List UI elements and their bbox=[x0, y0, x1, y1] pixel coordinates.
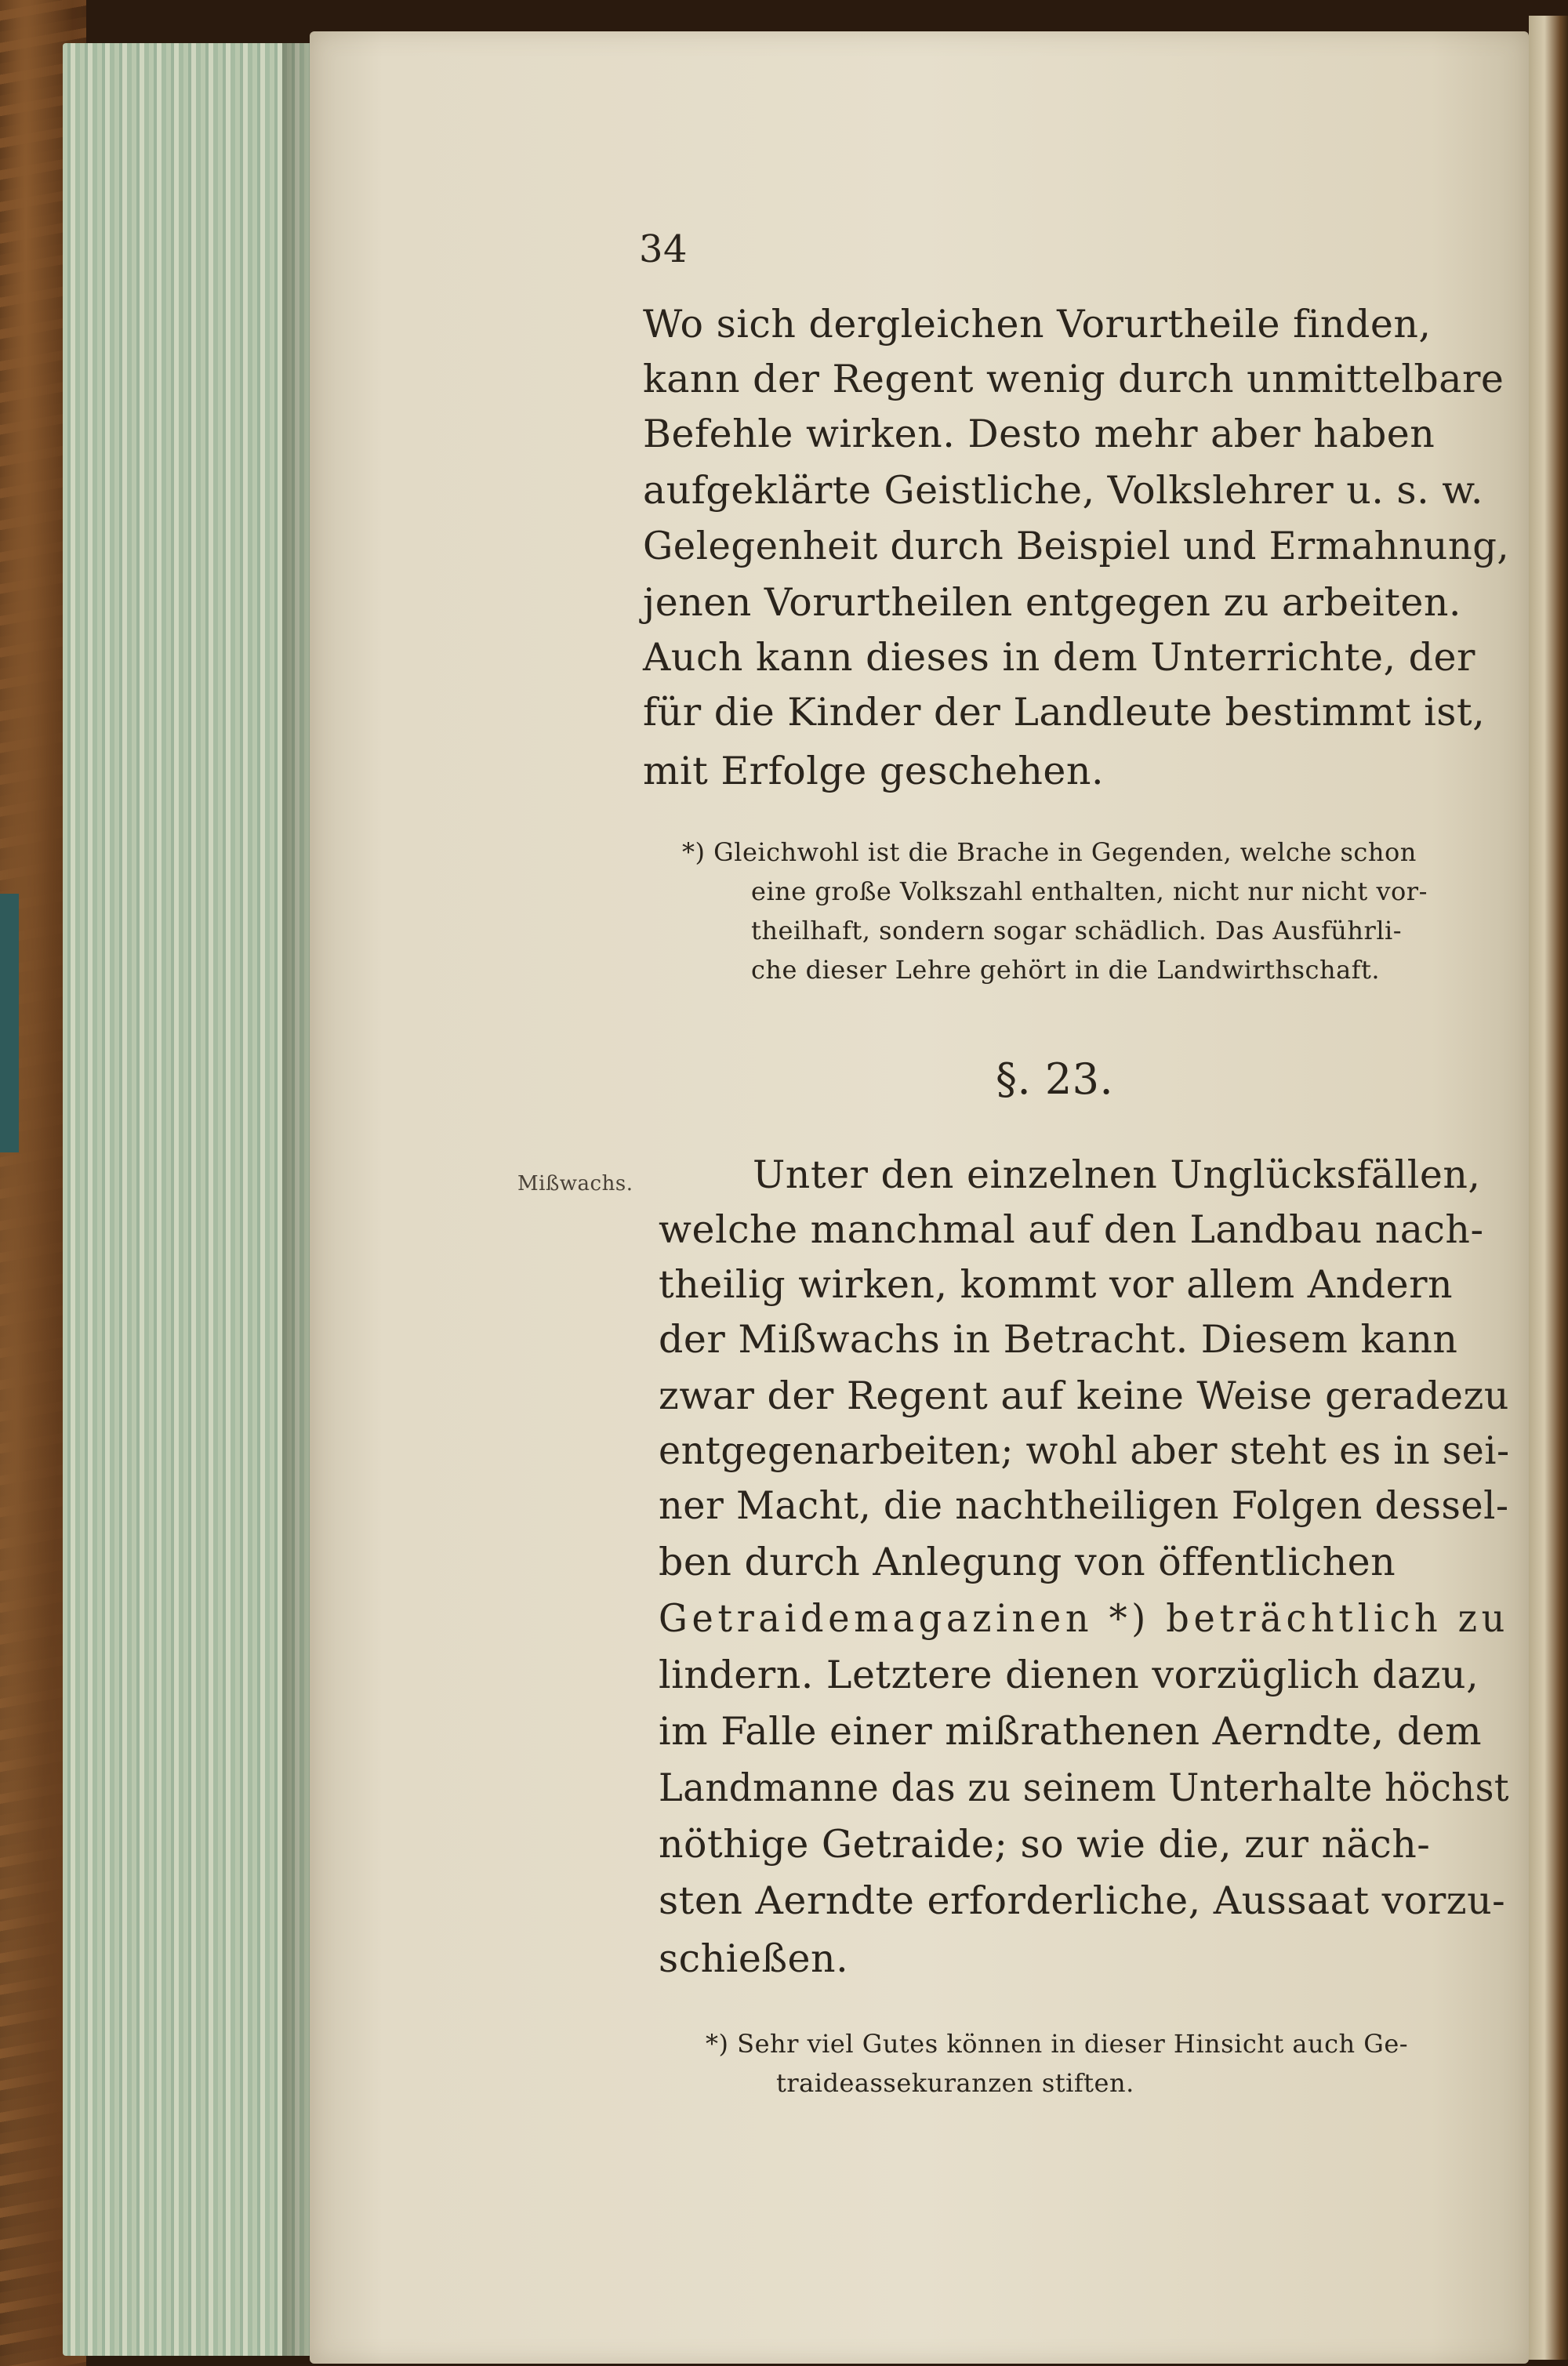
page-number: 34 bbox=[639, 227, 688, 271]
side-note: Mißwachs. bbox=[517, 1172, 633, 1196]
paragraph-line: aufgeklärte Geistliche, Volkslehrer u. s. w. bbox=[643, 468, 1483, 513]
paragraph-line: zwar der Regent auf keine Weise geradezu bbox=[659, 1374, 1509, 1418]
paragraph-line: lindern. Letztere dienen vorzüglich dazu, bbox=[659, 1653, 1479, 1697]
paragraph-line: ben durch Anlegung von öffentlichen bbox=[659, 1540, 1396, 1584]
footnote-line: *) Sehr viel Gutes können in dieser Hinsicht auch Ge- bbox=[706, 2029, 1409, 2059]
paragraph-line: Befehle wirken. Desto mehr aber haben bbox=[643, 412, 1436, 456]
paragraph-line: ner Macht, die nachtheiligen Folgen dessel- bbox=[659, 1483, 1509, 1528]
paragraph-line: theilig wirken, kommt vor allem Andern bbox=[659, 1262, 1454, 1307]
facing-page-edge bbox=[1529, 16, 1568, 2360]
paragraph-line: schießen. bbox=[659, 1936, 849, 1981]
paragraph-line: entgegenarbeiten; wohl aber steht es in sei- bbox=[659, 1428, 1510, 1473]
paragraph-line: nöthige Getraide; so wie die, zur näch- bbox=[659, 1822, 1431, 1867]
paragraph-line: Unter den einzelnen Unglücksfällen, bbox=[753, 1152, 1481, 1197]
paragraph-line: Getraidemagazinen *) beträchtlich zu bbox=[659, 1596, 1510, 1641]
paragraph-line: im Falle einer mißrathenen Aerndte, dem bbox=[659, 1709, 1483, 1754]
paragraph-line: Landmanne das zu seinem Unterhalte höchst bbox=[659, 1765, 1510, 1810]
paragraph-line: jenen Vorurtheilen entgegen zu arbeiten. bbox=[643, 580, 1461, 625]
paragraph-line: sten Aerndte erforderliche, Aussaat vorzu- bbox=[659, 1878, 1506, 1923]
footnote-line: traideassekuranzen stiften. bbox=[776, 2068, 1134, 2098]
footnote-line: theilhaft, sondern sogar schädlich. Das Ausführli- bbox=[751, 916, 1403, 945]
footnote-line: *) Gleichwohl ist die Brache in Gegenden, welche schon bbox=[682, 837, 1417, 867]
footnote-line: eine große Volkszahl enthalten, nicht nur nicht vor- bbox=[751, 876, 1428, 906]
paragraph-line: mit Erfolge geschehen. bbox=[643, 749, 1105, 793]
paragraph-line: welche manchmal auf den Landbau nach- bbox=[659, 1207, 1484, 1252]
paragraph-line: für die Kinder der Landleute bestimmt ist, bbox=[643, 690, 1486, 735]
section-heading: §. 23. bbox=[996, 1054, 1114, 1104]
paragraph-line: Gelegenheit durch Beispiel und Ermahnung, bbox=[643, 524, 1510, 568]
footnote-line: che dieser Lehre gehört in die Landwirthschaft. bbox=[751, 955, 1381, 985]
paragraph-line: Wo sich dergleichen Vorurtheile finden, bbox=[643, 302, 1432, 347]
paragraph-line: kann der Regent wenig durch unmittelbare bbox=[643, 357, 1504, 401]
paragraph-line: Auch kann dieses in dem Unterrichte, der bbox=[643, 635, 1475, 680]
cover-label bbox=[0, 894, 19, 1152]
paragraph-line: der Mißwachs in Betracht. Diesem kann bbox=[659, 1317, 1458, 1362]
